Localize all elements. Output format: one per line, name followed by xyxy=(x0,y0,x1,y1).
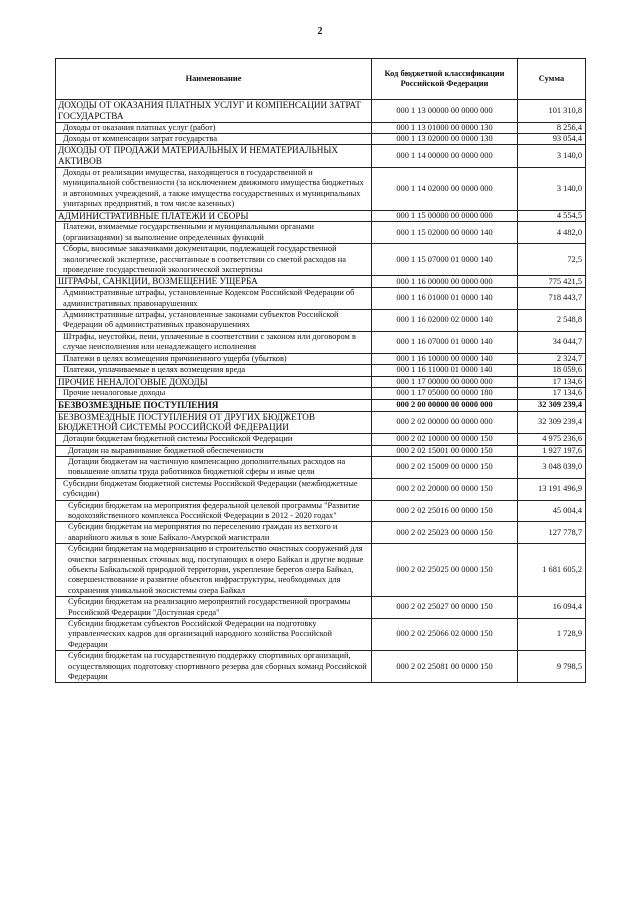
row-sum: 1 681 605,2 xyxy=(518,544,586,597)
row-code: 000 1 16 11000 01 0000 140 xyxy=(372,365,518,376)
row-sum: 17 134,6 xyxy=(518,388,586,399)
header-name: Наименование xyxy=(56,59,372,100)
table-row xyxy=(56,434,586,445)
row-sum: 3 140,0 xyxy=(518,168,586,211)
row-sum: 101 310,8 xyxy=(518,100,586,123)
table-row xyxy=(56,353,586,364)
row-code: 000 1 13 01000 00 0000 130 xyxy=(372,122,518,133)
row-name: Субсидии бюджетам субъектов Российской Федерации на подготовку управленческих кадров для организаций народного хозяйства Российской Федерации xyxy=(56,619,372,651)
row-name: ШТРАФЫ, САНКЦИИ, ВОЗМЕЩЕНИЕ УЩЕРБА xyxy=(56,276,372,288)
table-row xyxy=(56,288,586,310)
row-name: ПРОЧИЕ НЕНАЛОГОВЫЕ ДОХОДЫ xyxy=(56,376,372,388)
row-code: 000 2 02 25027 00 0000 150 xyxy=(372,597,518,619)
row-sum: 3 048 039,0 xyxy=(518,456,586,478)
row-code: 000 2 02 15009 00 0000 150 xyxy=(372,456,518,478)
row-sum: 1 728,9 xyxy=(518,619,586,651)
row-sum: 4 554,5 xyxy=(518,210,586,222)
row-sum: 17 134,6 xyxy=(518,376,586,388)
row-code: 000 2 02 25066 02 0000 150 xyxy=(372,619,518,651)
row-name: Доходы от реализации имущества, находящегося в государственной и муниципальной собственности (за исключением движимого имущества бюджетных и автономных учреждений, а также имущества государственных и муниципальных унитарных предприятий, в том числе казенных) xyxy=(56,168,372,211)
row-code: 000 1 16 01000 01 0000 140 xyxy=(372,288,518,310)
row-code: 000 2 02 25025 00 0000 150 xyxy=(372,544,518,597)
row-name: Административные штрафы, установленные Кодексом Российской Федерации об административных правонарушениях xyxy=(56,288,372,310)
table-row xyxy=(56,244,586,276)
row-name: Сборы, вносимые заказчиками документации, подлежащей государственной экологической экспертизе, рассчитанные в соответствии со сметой расходов на проведение государственной экологической экспертизы xyxy=(56,244,372,276)
row-sum: 93 054,4 xyxy=(518,134,586,145)
row-sum: 16 094,4 xyxy=(518,597,586,619)
row-sum: 1 927 197,6 xyxy=(518,445,586,456)
row-name: Дотации на выравнивание бюджетной обеспеченности xyxy=(56,445,372,456)
row-sum: 2 324,7 xyxy=(518,353,586,364)
row-code: 000 1 13 00000 00 0000 000 xyxy=(372,100,518,123)
table-header-row xyxy=(56,59,586,100)
row-name: АДМИНИСТРАТИВНЫЕ ПЛАТЕЖИ И СБОРЫ xyxy=(56,210,372,222)
row-code: 000 2 00 00000 00 0000 000 xyxy=(372,399,518,411)
table-row xyxy=(56,310,586,332)
table-row xyxy=(56,122,586,133)
table-row xyxy=(56,222,586,244)
row-code: 000 1 15 02000 00 0000 140 xyxy=(372,222,518,244)
row-name: Доходы от компенсации затрат государства xyxy=(56,134,372,145)
row-code: 000 2 02 25081 00 0000 150 xyxy=(372,651,518,683)
table-row xyxy=(56,134,586,145)
row-code: 000 1 15 07000 01 0000 140 xyxy=(372,244,518,276)
table-row xyxy=(56,445,586,456)
row-sum: 18 059,6 xyxy=(518,365,586,376)
row-code: 000 1 16 00000 00 0000 000 xyxy=(372,276,518,288)
row-sum: 2 548,8 xyxy=(518,310,586,332)
row-code: 000 1 14 02000 00 0000 000 xyxy=(372,168,518,211)
table-row xyxy=(56,210,586,222)
row-sum: 127 778,7 xyxy=(518,522,586,544)
table-row xyxy=(56,411,586,434)
row-name: Платежи, уплачиваемые в целях возмещения вреда xyxy=(56,365,372,376)
row-name: Субсидии бюджетам на реализацию мероприятий государственной программы Российской Федерации "Доступная среда" xyxy=(56,597,372,619)
row-name: ДОХОДЫ ОТ ОКАЗАНИЯ ПЛАТНЫХ УСЛУГ И КОМПЕНСАЦИИ ЗАТРАТ ГОСУДАРСТВА xyxy=(56,100,372,123)
row-name: Штрафы, неустойки, пени, уплаченные в соответствии с законом или договором в случае неисполнения или ненадлежащего исполнения xyxy=(56,331,372,353)
row-sum: 32 309 239,4 xyxy=(518,411,586,434)
row-name: Прочие неналоговые доходы xyxy=(56,388,372,399)
table-row xyxy=(56,276,586,288)
row-code: 000 1 13 02000 00 0000 130 xyxy=(372,134,518,145)
row-code: 000 2 02 10000 00 0000 150 xyxy=(372,434,518,445)
table-row xyxy=(56,168,586,211)
row-code: 000 1 17 00000 00 0000 000 xyxy=(372,376,518,388)
table-row xyxy=(56,500,586,522)
row-name: Административные штрафы, установленные законами субъектов Российской Федерации об административных правонарушениях xyxy=(56,310,372,332)
row-sum: 13 191 496,9 xyxy=(518,478,586,500)
table-row xyxy=(56,544,586,597)
row-sum: 45 004,4 xyxy=(518,500,586,522)
row-name: Субсидии бюджетам на мероприятия по переселению граждан из ветхого и аварийного жилья в зоне Байкало-Амурской магистрали xyxy=(56,522,372,544)
row-code: 000 2 02 00000 00 0000 000 xyxy=(372,411,518,434)
budget-revenue-table xyxy=(55,58,586,683)
table-body xyxy=(56,100,586,683)
table-row xyxy=(56,399,586,411)
row-name: Субсидии бюджетам на мероприятия федеральной целевой программы "Развитие водохозяйственного комплекса Российской Федерации в 2012 - 2020 годах" xyxy=(56,500,372,522)
row-code: 000 1 16 10000 00 0000 140 xyxy=(372,353,518,364)
table-row xyxy=(56,331,586,353)
row-code: 000 2 02 20000 00 0000 150 xyxy=(372,478,518,500)
row-sum: 72,5 xyxy=(518,244,586,276)
row-name: Доходы от оказания платных услуг (работ) xyxy=(56,122,372,133)
row-sum: 9 798,5 xyxy=(518,651,586,683)
row-code: 000 1 16 02000 02 0000 140 xyxy=(372,310,518,332)
row-name: Дотации бюджетам бюджетной системы Российской Федерации xyxy=(56,434,372,445)
row-sum: 4 482,0 xyxy=(518,222,586,244)
row-name: Дотации бюджетам на частичную компенсацию дополнительных расходов на повышение оплаты труда работников бюджетной сферы и иные цели xyxy=(56,456,372,478)
row-name: Субсидии бюджетам на государственную поддержку спортивных организаций, осуществляющих подготовку спортивного резерва для сборных команд Российской Федерации xyxy=(56,651,372,683)
header-sum: Сумма xyxy=(518,59,586,100)
row-code: 000 1 14 00000 00 0000 000 xyxy=(372,145,518,168)
row-name: Субсидии бюджетам бюджетной системы Российской Федерации (межбюджетные субсидии) xyxy=(56,478,372,500)
table-row xyxy=(56,522,586,544)
table-row xyxy=(56,597,586,619)
row-code: 000 2 02 15001 00 0000 150 xyxy=(372,445,518,456)
page-number: 2 xyxy=(317,26,323,37)
row-code: 000 2 02 25023 00 0000 150 xyxy=(372,522,518,544)
row-name: БЕЗВОЗМЕЗДНЫЕ ПОСТУПЛЕНИЯ ОТ ДРУГИХ БЮДЖЕТОВ БЮДЖЕТНОЙ СИСТЕМЫ РОССИЙСКОЙ ФЕДЕРАЦИИ xyxy=(56,411,372,434)
table-row xyxy=(56,376,586,388)
row-code: 000 2 02 25016 00 0000 150 xyxy=(372,500,518,522)
row-sum: 718 443,7 xyxy=(518,288,586,310)
row-code: 000 1 16 07000 01 0000 140 xyxy=(372,331,518,353)
row-name: ДОХОДЫ ОТ ПРОДАЖИ МАТЕРИАЛЬНЫХ И НЕМАТЕРИАЛЬНЫХ АКТИВОВ xyxy=(56,145,372,168)
row-sum: 775 421,5 xyxy=(518,276,586,288)
row-name: Платежи, взимаемые государственными и муниципальными органами (организациями) за выполнение определенных функций xyxy=(56,222,372,244)
row-name: БЕЗВОЗМЕЗДНЫЕ ПОСТУПЛЕНИЯ xyxy=(56,399,372,411)
table-row xyxy=(56,478,586,500)
header-code: Код бюджетной классификации Российской Федерации xyxy=(372,59,518,100)
table-row xyxy=(56,145,586,168)
row-code: 000 1 17 05000 00 0000 180 xyxy=(372,388,518,399)
row-code: 000 1 15 00000 00 0000 000 xyxy=(372,210,518,222)
row-sum: 32 309 239,4 xyxy=(518,399,586,411)
table-row xyxy=(56,365,586,376)
row-sum: 34 044,7 xyxy=(518,331,586,353)
table-row xyxy=(56,388,586,399)
row-sum: 3 140,0 xyxy=(518,145,586,168)
row-name: Платежи в целях возмещения причиненного ущерба (убытков) xyxy=(56,353,372,364)
table-row xyxy=(56,100,586,123)
row-name: Субсидии бюджетам на модернизацию и строительство очистных сооружений для очистки загрязненных сточных вод, поступающих в озеро Байкал и другие водные объекты Байкальской природной территории, укрепление берегов озера Байкал, совершенствование и развитие объектов инфраструктуры, необходимых для сохранения уникальной экосистемы озера Байкал xyxy=(56,544,372,597)
row-sum: 8 256,4 xyxy=(518,122,586,133)
row-sum: 4 975 236,6 xyxy=(518,434,586,445)
table-row xyxy=(56,651,586,683)
table-row xyxy=(56,619,586,651)
table-row xyxy=(56,456,586,478)
